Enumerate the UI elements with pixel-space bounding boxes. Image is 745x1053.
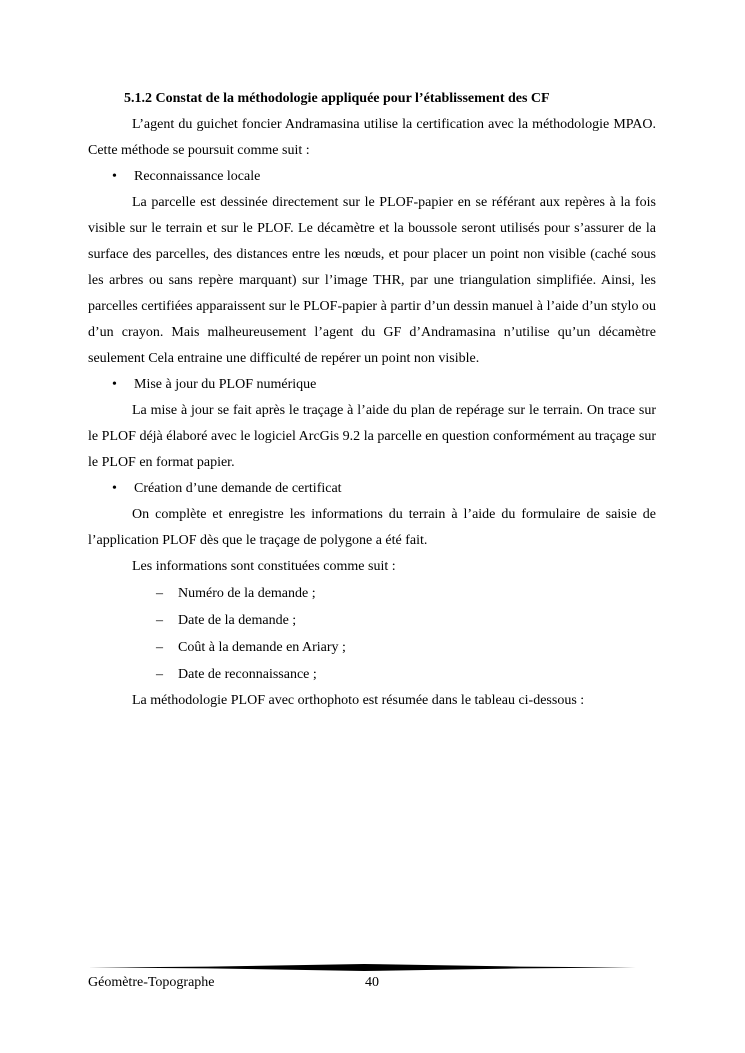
bullet-title: Mise à jour du PLOF numérique [134,377,317,392]
bullet-title: Reconnaissance locale [134,169,261,184]
dash-icon: – [156,667,163,682]
dash-item-text: Date de reconnaissance ; [178,667,317,682]
dash-icon: – [156,640,163,655]
bullet-title: Création d’une demande de certificat [134,481,342,496]
section-heading: 5.1.2 Constat de la méthodologie appliquée pour l’établissement des CF [124,91,550,106]
dash-icon: – [156,613,163,628]
bullet-icon: • [112,481,117,496]
bullet-paragraph: La mise à jour se fait après le traçage à l’aide du plan de repérage sur le terrain. On trace sur le PLOF déjà élaboré avec le logiciel ArcGis 9.2 la parcelle en question conformément au traçage sur le PLOF en format papier. [88,403,656,470]
closing-paragraph: La méthodologie PLOF avec orthophoto est résumée dans le tableau ci-dessous : [132,693,585,708]
footer-label: Géomètre-Topographe [88,975,215,990]
bullet-paragraph: On complète et enregistre les informations du terrain à l’aide du formulaire de saisie de l’application PLOF dès que le traçage de polygone a été fait. [88,507,656,548]
page-body [88,86,656,714]
bullet-item [88,164,656,190]
dash-list-item [88,634,656,661]
bullet-item [88,476,656,502]
bullet-icon: • [112,377,117,392]
dash-item-text: Date de la demande ; [178,613,297,628]
dash-list-item [88,580,656,607]
dash-icon: – [156,586,163,601]
footer-rule [88,964,640,971]
bullet-item [88,372,656,398]
dash-list-item [88,607,656,634]
dash-item-text: Numéro de la demande ; [178,586,316,601]
dash-list-item [88,661,656,688]
bullet-paragraph: La parcelle est dessinée directement sur le PLOF-papier en se référant aux repères à la fois visible sur le terrain et sur le PLOF. Le décamètre et la boussole seront utilisés pour s’assurer de la surface des parcelles, des distances entre les nœuds, et pour placer un point non visible (caché sous les arbres ou sans repère marquant) sur l’image THR, par une triangulation simplifiée. Ainsi, les parcelles certifiées apparaissent sur le PLOF-papier à partir d’un dessin manuel à l’aide d’un stylo ou d’un crayon. Mais malheureusement l’agent du GF d’Andramasina n’utilise qu’un décamètre seulement Cela entraine une difficulté de repérer un point non visible. [88,195,656,366]
dash-item-text: Coût à la demande en Ariary ; [178,640,346,655]
info-intro: Les informations sont constituées comme suit : [132,559,396,574]
page-number: 40 [365,975,379,990]
intro-paragraph: L’agent du guichet foncier Andramasina utilise la certification avec la méthodologie MPAO. Cette méthode se poursuit comme suit : [88,117,656,158]
bullet-icon: • [112,169,117,184]
